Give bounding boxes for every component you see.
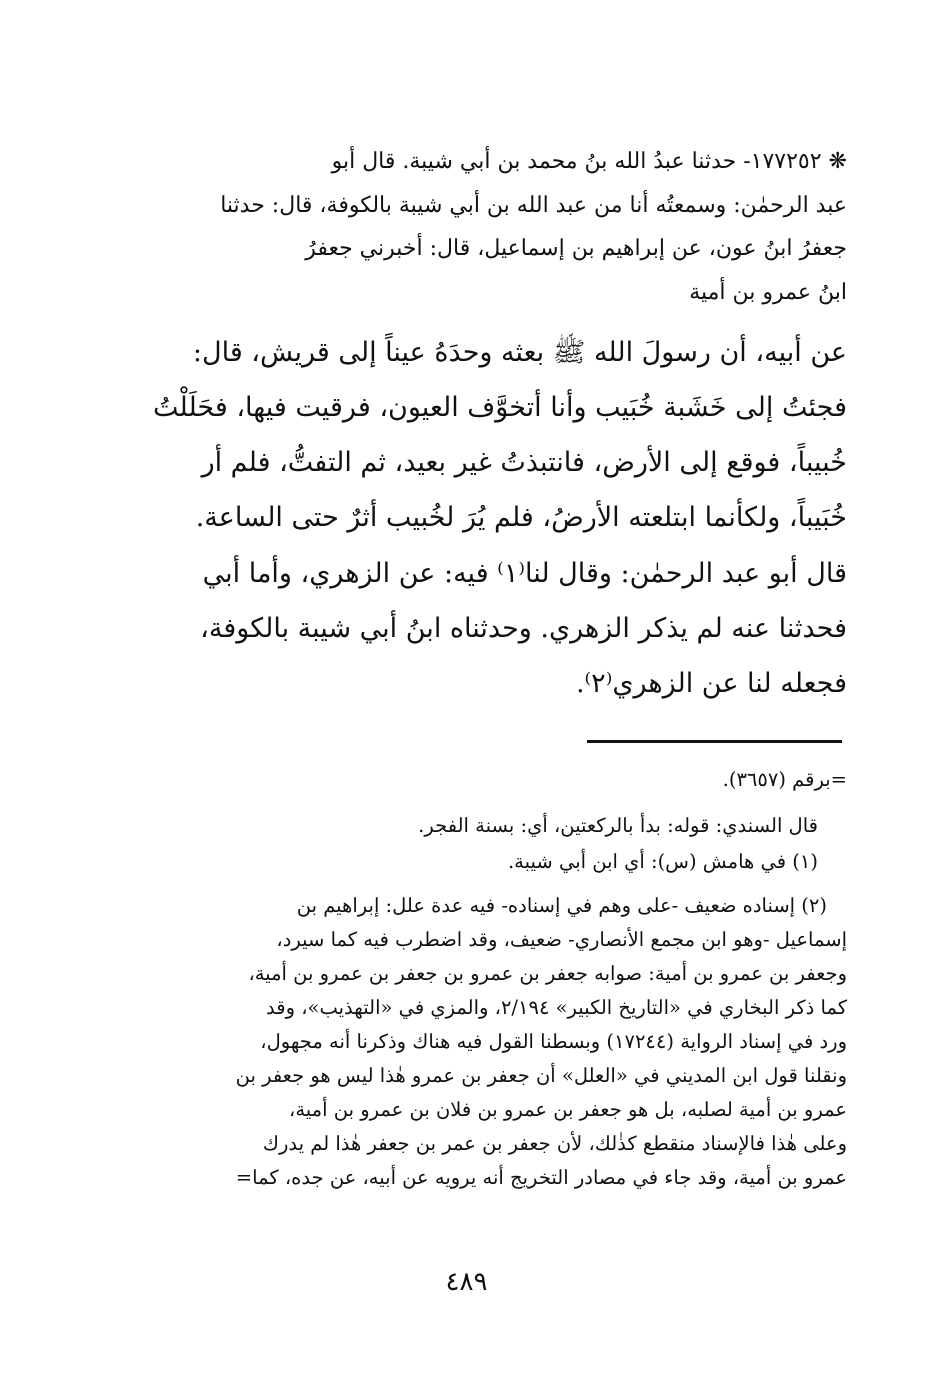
footnote-2-line: ورد في إسناد الرواية (١٧٢٤٤) وبسطنا القول فيه هناك وذكرنا أنه مجهول،	[260, 1030, 847, 1053]
footnote-2-line: وعلى هٰذا فالإسناد منقطع كذٰلك، لأن جعفر بن عمر بن جعفر هٰذا لم يدرك	[262, 1132, 847, 1155]
footnote-2-line: كما ذكر البخاري في «التاريخ الكبير» ٢/١٩٤، والمزي في «التهذيب»، وقد	[266, 996, 847, 1019]
footnote-2-line: وجعفر بن عمرو بن أمية: صوابه جعفر بن عمرو بن جعفر بن عمرو بن أمية،	[248, 962, 847, 985]
footnote-continuation: =برقم (٣٦٥٧).	[722, 768, 847, 791]
footnote-2	[95, 889, 847, 1195]
sindi-comment: قال السندي: قوله: بدأ بالركعتين، أي: بسنة الفجر.	[418, 814, 818, 837]
remark-line: فحدثنا عنه لم يذكر الزهري. وحدثناه ابنُ أبي شيبة بالكوفة،	[200, 613, 847, 644]
footnote-2-line: عمرو بن أمية لصلبه، بل هو جعفر بن عمرو بن فلان بن عمرو بن أمية،	[289, 1098, 847, 1121]
matn-line: فجئتُ إلى خَشَبة خُبَيب وأنا أتخوَّف العيون، فرقيت فيها، فحَلَلْتُ	[153, 392, 847, 423]
footnote-2-line: (٢) إسناده ضعيف -على وهم في إسناده- فيه عدة علل: إبراهيم بن	[296, 894, 827, 917]
hadith-matn	[95, 325, 847, 545]
footnote-2-line: إسماعيل -وهو ابن مجمع الأنصاري- ضعيف، وقد اضطرب فيه كما سيرد،	[276, 928, 847, 951]
remark-line: قال أبو عبد الرحمٰن: وقال لنا⁽١⁾ فيه: عن الزهري، وأما أبي	[202, 558, 847, 589]
footnote-separator	[587, 740, 842, 743]
matn-line: عن أبيه، أن رسولَ الله ﷺ بعثه وحدَهُ عيناً إلى قريش، قال:	[192, 337, 847, 368]
isnad-line: ابنُ عمرو بن أمية	[689, 279, 847, 305]
remark-line: فجعله لنا عن الزهري⁽٢⁾.	[575, 668, 847, 699]
footnote-2-line: عمرو بن أمية، وقد جاء في مصادر التخريج أنه يرويه عن أبيه، عن جده، كما=	[235, 1166, 847, 1189]
hadith-isnad	[95, 140, 847, 314]
editor-remark	[95, 546, 847, 711]
page-number: ٤٨٩	[445, 1267, 488, 1297]
footnote-2-line: ونقلنا قول ابن المديني في «العلل» أن جعفر بن عمرو هٰذا ليس هو جعفر بن	[235, 1064, 847, 1087]
isnad-line: عبد الرحمٰن: وسمعتُه أنا من عبد الله بن أبي شيبة بالكوفة، قال: حدثنا	[220, 192, 847, 218]
matn-line: خُبَيباً، ولكأنما ابتلعته الأرضُ، فلم يُرَ لخُبيب أثرٌ حتى الساعة.	[195, 502, 847, 533]
matn-line: خُبيباً، فوقع إلى الأرض، فانتبذتُ غير بعيد، ثم التفتُّ، فلم أر	[201, 447, 847, 478]
isnad-line: ❋ ١٧٧٢٥٢- حدثنا عبدُ الله بنُ محمد بن أبي شيبة. قال أبو	[331, 149, 847, 174]
isnad-line: جعفرُ ابنُ عون، عن إبراهيم بن إسماعيل، قال: أخبرني جعفرُ	[305, 236, 847, 261]
footnote-1: (١) في هامش (س): أي ابن أبي شيبة.	[507, 850, 818, 873]
